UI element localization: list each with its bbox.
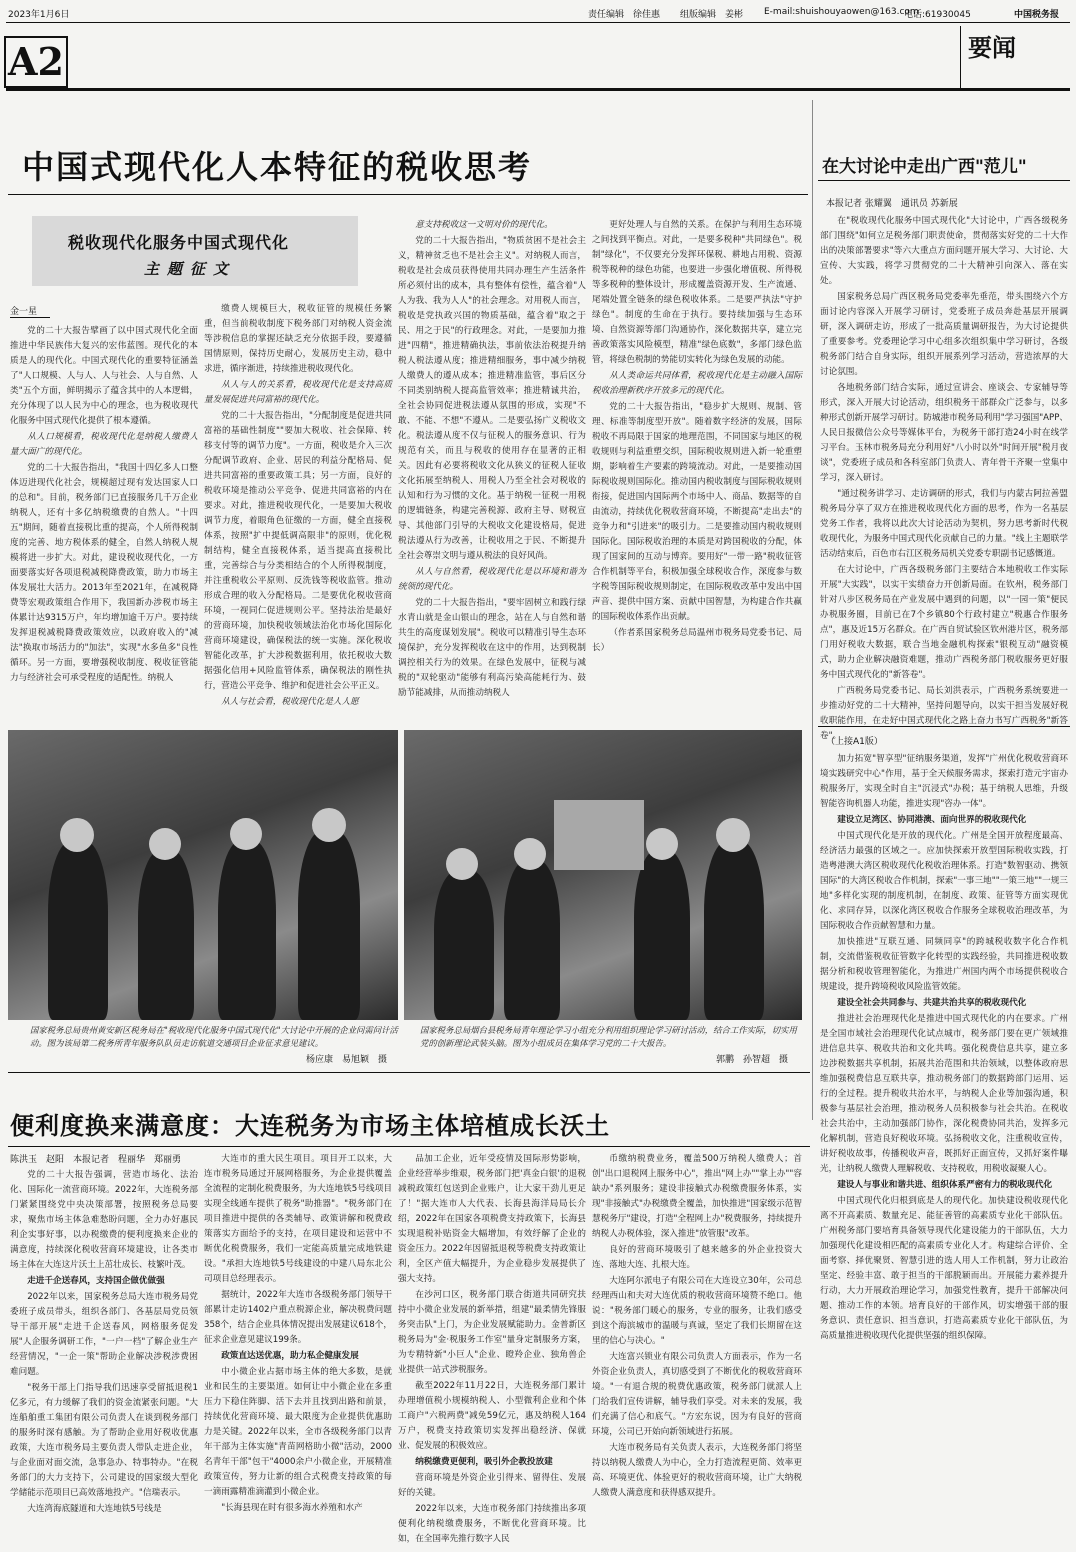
paragraph: 党的二十大报告强调，营造市场化、法治化、国际化一流营商环境。2022年，大连税务部门紧紧围绕党中央决策部署，按照税务总局要求，聚焦市场主体急难愁盼问题，全力办好惠民利企实事好事，以办税缴费的便利度换来企业的满意度，持续深化税收营商环境建设，让各类市场主体在大连这片沃土上茁壮成长、枝繁叶茂。 — [10, 1170, 198, 1270]
paragraph: 大连阿尔派电子有限公司在大连设立30年，公司总经理西山和夫对大连优质的税收营商环境赞不绝口。他说："税务部门暖心的服务，专业的服务，让我们感受到这个海滨城市的温暖与真诚，坚定了我们长期留在这里的信心与决心。" — [592, 1276, 802, 1346]
paragraph: 意支持税收这一文明对价的现代化。 — [415, 220, 553, 230]
masthead-bar — [0, 0, 1076, 22]
paragraph: 从人与人的关系看，税收现代化是支持高质量发展促进共同富裕的现代化。 — [204, 380, 392, 405]
paragraph: 从人与社会看，税收现代化是人人愿 — [221, 697, 359, 707]
side-story-headline: 在大讨论中走出广西"范儿" — [822, 157, 1027, 177]
theme-title: 税收现代化服务中国式现代化 — [68, 233, 290, 252]
paragraph: 国家税务总局广西区税务局党委率先垂范，带头围绕六个方面讨论内容深入开展学习研讨，党委班子成员奔赴基层开展调研，深入调研走访，形成了一批高质量调研报告，为大讨论提供了重要参考。党委理论学习中心组多次组织集中学习研讨，各级税务部门结合自身实际，组织开展系列学习活动，营造浓厚的大讨论氛围。 — [820, 292, 1068, 377]
paragraph: 良好的营商环境吸引了越来越多的外企业投资大连、落地大连、扎根大连。 — [592, 1245, 802, 1270]
photo-caption-1: 国家税务总局贵州黄安新区税务局在"税收现代化服务中国式现代化"大讨论中开展的企业问需问计活动。图为该局第二税务所青年服务队队员走访航道交通项目企业征求意见建议。 — [30, 1025, 398, 1048]
paragraph: 广西税务局党委书记、局长刘洪表示，广西税务系统要进一步推动好党的二十大精神，坚持问题导向，以实干担当发展好税收职能作用，在走好中国式现代化之路上奋力书写广西税务"新答卷"。 — [820, 686, 1068, 741]
author-underline — [10, 317, 50, 318]
paragraph: 据统计，2022年大连市各级税务部门领导干部累计走访1402户重点税源企业，解决税费问题358个，结合企业具体情况提出发展建议618个，征求企业意见建议199条。 — [204, 1290, 392, 1345]
second-story-top-rule — [8, 1072, 810, 1073]
second-story-headline: 便利度换来满意度：大连税务为市场主体培植成长沃土 — [10, 1111, 610, 1140]
paragraph: 品加工企业，近年受疫情及国际形势影响，企业经营举步维艰，税务部门把'真金白银'的退税减税政策红包送到企业账户，让大家干劲儿更足了！"据大连市人大代表、长海县海洋局局长介绍，2022年在国家各项税费支持政策下，长海县实现退税补贴资金大幅增加，有效纾解了企业的资金压力。2022年因留抵退税等税费支持政策让利，全区产值大幅提升，为企业稳步发展提供了强大支持。 — [398, 1154, 586, 1284]
feature-column-3 — [398, 218, 586, 724]
paragraph: 大连市的重大民生项目。项目开工以来，大连市税务局通过开展网格服务，为企业提供覆盖全流程的定制化税费服务，为大连地铁5号线项目实现全线通车提供了税务"助推器"。"税务部门在项目推进中提供的各类辅导、政策讲解和税费政策落实方面给予的支持，在项目建设和运营中不断优化税费服务，我们一定能高质量完成地铁建设。"承担大连地铁5号线建设的中建八局东北公司项目总经理表示。 — [204, 1154, 392, 1284]
paragraph: 缴费人规模巨大，税收征管的规模任务繁重，但当前税收制度下税务部门对纳税人资金流等涉税信息的掌握还缺乏充分依据手段，要遵循国情原则，保持历史耐心，发展历史主动，稳中求进，循序渐进，持续推进税收现代化。 — [204, 304, 392, 374]
newspaper-name: 中国税务报 — [1014, 10, 1060, 20]
paragraph: 从人与自然看，税收现代化是以环境和谐为统领的现代化。 — [398, 567, 586, 592]
second-story-column-3 — [398, 1152, 586, 1548]
paragraph: 党的二十大报告指出，"分配制度是促进共同富裕的基础性制度""要加大税收、社会保障、转移支付等的调节力度"。一方面，税收是介入三次分配调节政府、企业、居民的利益分配格局、促进共同富裕的重要政策工具；另一方面，良好的税收环境是推动公平竞争、促进共同富裕的内在要求。对此，推进税收现代化，一是要加大税收调节力度，着眼角色征缴的一方面，健全直接税体系，按照"扩中提低调高限非"的原则，优化税制结构，健全直接税体系，适当提高直接税比重，完善综合与分类相结合的个人所得税制度，并注重税收公平原则、反洗钱等税收监管。推动形成合理的收入分配格局。二是要优化税收营商环境，一视同仁促进规则公平。坚持法治是最好的营商环境，加快税收领域法治化市场化国际化营商环境建设，确保税法的统一实施。深化税收智能化改革，扩大涉税数据利用，依托税收大数据强化信用+风险监管体系，确保税法的刚性执行，营造公平竞争、维护和促进社会公平正义。 — [204, 411, 392, 691]
paragraph: 中国式现代化是开放的现代化。广州是全国开放程度最高、经济活力最强的区域之一。应加快探索开放型国际税收实践，打造粤港澳大湾区税收现代化税收治理体系。打造"数智驱动、携领国际"的大湾区税收合作机制，探索"一事三地""一策三地""一规三地"多样化实现的制度机制，在制度、政策、征管等方面实现优化、求同存异，以深化湾区税收合作服务全球税收治理改革，为国际税收合作贡献智慧和力量。 — [820, 831, 1068, 931]
paragraph: 党的二十大报告指出，"物质贫困不是社会主义，精神贫乏也不是社会主义"。对纳税人而言，税收是社会成员获得使用共同办理生产生活条件所必须付出的成本，具有整体有偿性，蕴含着"人人为我、我为人人"的社会理念。对用税人而言，税收是党执政兴国的物质基础，蕴含着"取之于民、用之于民"的行政理念。对此，一是要加力推进"四精"，推进精确执法，事前依法治税提升纳税人税法遵从度；推进精细服务，事中减少纳税人缴费人的遵从成本；推进精准监管，事后区分不同类别纳税人提高监管效率；推进精诚共治，全社会协同促进税法遵从氛围的形成，实现"不敢、不能、不想"不遵从。二是要弘扬广义税收文化。税法遵从度不仅与征税人的服务意识、行为规范有关，而且与税收的使用存在显著的正相关。因此有必要将税收文化从狭义的征税人征收文化拓展至纳税人、用税人乃至全社会对税收的认知和行为习惯的文化。基于纳税一征税一用税的逻辑链条，构建完善税源、政府主导、财税宣导、其他部门引导的大税收文化建设格局，促进税法遵从行为改善，让税收用之于民、不断提升全社会尊崇文明与遵从税法的良好风尚。 — [398, 236, 586, 561]
paragraph: 加力拓宽"智享型"征纳服务渠道，发挥"广州优化税收营商环境实践研究中心"作用，基于全天候服务需求，探索打造元宇宙办税服务厅，实现全时自主"沉浸式"办税；基于纳税人思维，升级智能咨询机器人功能，推进实现"咨办一体"。 — [820, 754, 1068, 809]
feature-author: 金一星 — [10, 307, 38, 317]
side-story-body — [820, 214, 1068, 741]
theme-subtitle: 主题征文 — [144, 260, 237, 278]
paragraph: 大连湾海底隧道和大连地铁5号线是 — [27, 1504, 162, 1514]
side-story-byline: 本报记者 张耀翼 通讯员 苏新展 — [826, 199, 958, 209]
header-rule — [6, 88, 1070, 91]
paragraph: 从人类命运共同体看，税收现代化是主动融入国际税收治理新秩序开放多元的现代化。 — [592, 371, 802, 396]
side-story-rule — [818, 726, 1070, 727]
right-column-divider — [812, 100, 813, 1120]
paragraph: "长海县现在时有很多海水养殖和水产 — [221, 1503, 363, 1513]
paragraph: 走进千企送春风，支持国企做优做强 — [27, 1276, 165, 1286]
paragraph: 在大讨论中，广西各级税务部门主要结合本地税收工作实际开展"大实践"，以实干实绩奋力开创新局面。在钦州，税务部门针对八步区税务局在产业发展中遇到的问题，以"一园一策"便民办税服务圈，目前已在7个乡镇80个行政村建立"税惠合作服务点"，惠及近15万名群众。在广西自贸试验区钦州港片区，税务部门用好税收大数据，联合当地金融机构探索"银税互动"融资模式，助力企业解决融资难题，推动广西税务部门税收服务更好服务中国式现代化的"新答卷"。 — [820, 565, 1068, 680]
masthead-rule — [6, 22, 1070, 23]
paragraph: 党的二十大报告指出，"我国十四亿多人口整体迈进现代化社会，规模超过现有发达国家人口的总和"。目前，税务部门已直接服务几千万企业纳税人，还有十多亿纳税缴费的自然人。"十四五"期间，随着直接税比重的提高，个人所得税制度的完善、地方税体系的健全，自然人纳税人规模将进一步扩大。对此，建设税收现代化，一方面要落实好各项退税减税降费政策，助力市场主体发展壮大活力。2013年至2021年，在减税降费等宏观政策组合作用下，我国新办涉税市场主体累计达9315万户，年均增加逾千万户。要持续发挥退税减税降费政策效应，以政府收入的"减法"换取市场活力的"加法"，实现"水多鱼多"良性循环。另一方面，要增强税收制度、税收征管能力与经济社会可承受程度的适配性。纳税人 — [10, 463, 198, 683]
paragraph: 党的二十大报告指出，"稳步扩大规则、规制、管理、标准等制度型开放"。随着数字经济的发展，国际税收不再局限于国家的地理范围，不同国家与地区的税收规则与利益重塑交织，国际税收规则进入新一轮重塑期，影响着生产要素的跨境流动。对此，一是要推动国际税收规则国际化。推动国内税收制度与国际税收规则衔接，促进国内国际两个市场中人、商品、数据等的自由流动，持续优化税收营商环境，不断提高"走出去"的竞争力和"引进来"的吸引力。二是要推动国内税收规则国际化。国际税收治理的本质是对跨国税收的分配，体现了国家间的互动与博弈。要用好"一带一路"税收征管合作机制等平台，积极加强全球税收合作，深度参与数字税等国际税收规则制定，在国际税收改革中发出中国声音、提供中国方案、贡献中国智慧，为构建合作共赢的国际税收体系作出贡献。 — [592, 402, 802, 622]
contact-email: E-mail:shuishouyaowen@163.com — [764, 7, 919, 17]
paragraph: 建设人与事业和谐共进、组织体系严密有力的税收现代化 — [837, 1180, 1053, 1190]
paragraph: 从人口规模看，税收现代化是纳税人缴费人量大面广的现代化。 — [10, 432, 198, 457]
photo-tax-visit-construction — [8, 730, 398, 1020]
paragraph: 在"税收现代化服务中国式现代化"大讨论中，广西各级税务部门围绕"如何立足税务部门职责使命，贯彻落实好党的二十大作出的决策部署要求"等六大重点方面问题开展大学习、大讨论、大宣传、大实践，将学习贯彻党的二十大精神引向深入、落在实处。 — [820, 216, 1068, 286]
second-story-column-2 — [204, 1152, 392, 1548]
feature-column-2 — [204, 302, 392, 724]
second-story-column-4 — [592, 1152, 802, 1548]
photo-caption-2: 国家税务总局烟台县税务局青年理论学习小组充分利用组织理论学习研讨活动，结合工作实际，切实用党的创新理论武装头脑。图为小组成员在集体学习党的二十大报告。 — [420, 1025, 797, 1048]
paragraph: 建设全社会共同参与、共建共治共享的税收现代化 — [837, 998, 1027, 1008]
continued-story-body — [820, 752, 1068, 1547]
paragraph: 加快推进"互联互通、同频同享"的跨城税收数字化合作机制，交流借鉴税收征管数字化转型的实践经验，共同推进税收数据分析和税收管理智能化，为推进广州国内两个市场提供税收合规建设，提升跨境税收风险监管效能。 — [820, 937, 1068, 992]
paragraph: 大连市税务局有关负责人表示，大连税务部门将坚持以纳税人缴费人为中心，全力打造流程更简、效率更高、环境更优、体验更好的税收营商环境，让广大纳税人缴费人满意度和获得感双提升。 — [592, 1443, 802, 1498]
paragraph: （作者系国家税务总局温州市税务局党委书记、局长） — [592, 628, 802, 653]
paragraph: 纳税缴费更便利，吸引外企教投放建 — [415, 1457, 553, 1467]
feature-headline-rule — [8, 194, 808, 195]
second-story-rule — [8, 1146, 810, 1147]
paragraph: 营商环境是外资企业引得来、留得住、发展好的关键。 — [398, 1473, 586, 1498]
paragraph: 币缴纳税费业务，覆盖500万纳税人缴费人；首创"出口退税网上服务中心"，推出"网上办""掌上办""容缺办"系列服务；建设非接触式办税缴费服务体系，实现"非接触式"办税缴费全覆盖，加快推进"国家级示范智慧税务厅"建设，打造"全程网上办"税费服务，持续提升纳税人办税体验，深入推进"放管服"改革。 — [592, 1154, 802, 1239]
feature-column-4 — [592, 218, 802, 724]
section-separator — [960, 26, 961, 88]
photo-youth-study-group — [404, 730, 802, 1020]
issue-date: 2023年1月6日 — [8, 10, 70, 20]
paragraph: 在沙河口区，税务部门联合街道共同研究扶持中小微企业发展的新举措，组建"最柔情先锋服务突击队"上门，为企业发展赋能助力。金普新区税务局为"金·税服务工作室"量身定制服务方案，为专精特新"小巨人"企业、瞪羚企业、独角兽企业提供一站式涉税服务。 — [398, 1290, 586, 1375]
paragraph: 推进社会治理现代化是推进中国式现代化的内在要求。广州是全国市域社会治理现代化试点城市，税务部门要在更广领域推进信息共享、税收共治和文化共鸣。强化税费信息共享，建立多边涉税数据共享机制，拓展共治范围和共治领域，以整体政府思维加强税费信息互联共享，推动税务部门的数据跨部门运用、运行的全过程。提升税收共治水平，与纳税人企业等加强沟通，积极参与基层社会治理，推动税务人员积极参与社会共治。在税收社会共治中，主动加强部门协作，深化税费协同共治，发挥多元化解机制，营造良好税收环境。弘扬税收文化，注重税收宣传，讲好税收故事，传播税收声音，既抓好正面宣传，又抓好案件曝光，让纳税人缴费人理解税收、支持税收，用税收凝聚人心。 — [820, 1014, 1068, 1174]
paragraph: 政策直达送优惠，助力私企健康发展 — [221, 1351, 359, 1361]
paragraph: 各地税务部门结合实际，通过宣讲会、座谈会、专家辅导等形式，深入开展大讨论活动，组织税务干部群众广泛参与，以多种形式创新开展学习研讨。防城港市税务局利用"学习强国"APP、人民日报微信公众号等媒体平台，为税务干部打造24小时在线学习平台。玉林市税务局充分利用好"八小时以外"时间开展"税月夜谈"，党委班子成员和各科室部门负责人、青年骨干齐聚一堂集中学习，深入研讨。 — [820, 383, 1068, 483]
duty-editor: 责任编辑 徐佳惠 — [588, 10, 661, 20]
paragraph: 大连富兴锁业有限公司负责人方面表示，作为一名外资企业负责人，真切感受到了不断优化的税收营商环境。"一有退合规的税费优惠政策，税务部门就派人上门给我们宣传讲解，辅导我们享受。对未来的发展，我们充满了信心和底气。"方宏东说，因为有良好的营商环境，公司已开始向新领域进行拓展。 — [592, 1352, 802, 1437]
continued-tag: （上接A1版） — [826, 737, 883, 747]
paragraph: "通过税务讲学习、走访调研的形式，我们与内蒙古阿拉善盟税务局分享了双方在推进税收现代化方面的思考，作为一名基层党务工作者，我将以此次大讨论活动为契机，努力思考新时代税收现代化，为服务中国式现代化贡献自己的力量。"线上主题联学活动结束后，百色市右江区税务局机关党委专职副书记感慨道。 — [820, 489, 1068, 559]
paragraph: 2022年以来，国家税务总局大连市税务局党委班子成员带头，组织各部门、各基层局党员领导干部开展"走进千企送春风，网格服务促发展"人企服务调研工作，"一户一档"了解企业生产经营情况，"一企一策"帮助企业解决涉税涉费困难问题。 — [10, 1292, 198, 1377]
paragraph: 党的二十大报告擘画了以中国式现代化全面推进中华民族伟大复兴的宏伟蓝图。现代化的本质是人的现代化。中国式现代化的重要特征涵盖了"人口规模、人与人、人与社会、人与自然、人类"五个方面，鲜明揭示了蕴含其中的人本逻辑，充分体现了以人民为中心的理念，也为税收现代化服务中国式现代化提供了根本遵循。 — [10, 326, 198, 426]
second-story-byline: 陈洪玉 赵阳 本报记者 程丽华 郑丽勇 — [10, 1155, 182, 1165]
paragraph: 2022年以来，大连市税务部门持续推出多项便利化纳税缴费服务，不断优化营商环境。比如，在全国率先推行数字人民 — [398, 1504, 586, 1544]
page-number: A2 — [8, 39, 64, 84]
paragraph: "税务干部上门指导我们迅速享受留抵退税1亿多元，有力缓解了我们的资金流紧张问题。"大连船舶重工集团有限公司负责人在谈到税务部门的服务时深有感触。为了帮助企业用好税收优惠政策，大连市税务局主要负责人带队走进企业，与企业面对面交流，急事急办、特事特办。"在税务部门的大力支持下，公司建设的国家级大型化学储能示范项目已高效落地投产。"信瑞表示。 — [10, 1383, 198, 1498]
paragraph: 中国式现代化归根到底是人的现代化。加快建设税收现代化离不开高素质、数量充足、能征善管的高素质专业化干部队伍。广州税务部门要培育具备领导现代化建设能力的干部队伍，大力加强现代化建设相匹配的高素质专业化人才。构建综合评价、全面考察、择优聚贤、智慧引进的选人用人工作机制，努力让政治坚定、经验丰富、敢于担当的干部脱颖而出。开展能力素养提升行动，大力开展政治理论学习，加强党性教育，提升干部解决问题、推动工作的本领。培育良好的干部作风，切实增强干部的服务意识、责任意识、担当意识，打造高素质专业化干部队伍，为高质量推进税收现代化提供坚强的组织保障。 — [820, 1196, 1068, 1341]
photo-credit-1: 杨应康 易旭颖 摄 — [306, 1055, 388, 1065]
paragraph: 党的二十大报告指出，"要牢固树立和践行绿水青山就是金山银山的理念，站在人与自然和谐共生的高度谋划发展"。税收可以精准引导生态环境保护，充分发挥税收在这中的作用，达到税制调控相关行为的效果。在绿色发展中，征税与减税的"双轮驱动"能够有利高污染高能耗行为、鼓励节能减排，从而推动纳税人 — [398, 598, 586, 698]
section-title: 要闻 — [968, 33, 1016, 62]
contact-phone: 电话:61930045 — [904, 10, 971, 20]
side-headline-rule — [818, 180, 1070, 181]
paragraph: 中小微企业占据市场主体的绝大多数，是就业和民生的主要渠道。如何让中小微企业在多重压力下稳住阵脚、活下去并且找到出路和前景，持续优化营商环境、最大限度为企业提供优惠助力是关键。2022年以来，全市各级税务部门以青年干部为主体实施"青苗网格助小微"活动，2000名青年干部"包干"4000余户小微企业，开展精准政策宣传，努力让新的组合式税费支持政策的每一滴雨露精准滴灌到小微企业。 — [204, 1367, 392, 1497]
feature-headline: 中国式现代化人本特征的税收思考 — [22, 148, 533, 186]
second-story-column-1 — [10, 1168, 198, 1548]
photo-credit-2: 郭鹏 孙智超 摄 — [716, 1055, 789, 1065]
paragraph: 更好处理人与自然的关系。在保护与利用生态环境之间找到平衡点。对此，一是要多税种"共同绿色"。税制"绿化"，不仅要充分发挥环保税、耕地占用税、资源税等税种的绿色功能，也要进一步强化增值税、所得税等多税种的整体设计，形成覆盖资源开发、生产流通、尾端处置全链条的绿色税收体系。二是要严执法"守护绿色"。制度的生命在于执行。要持续加强与生态环境、自然资源等部门沟通协作，深化数据共享，建立完善政策落实风险模型，精准"绿色底数"，多部门绿色监管，将绿色税制的势能切实转化为绿色发展的动能。 — [592, 220, 802, 365]
layout-editor: 组版编辑 姜彬 — [680, 10, 744, 20]
paragraph: 截至2022年11月22日，大连税务部门累计办理增值税小规模纳税人、小型微利企业和个体工商户"六税两费"减免59亿元，惠及纳税人164万户，税费支持政策切实发挥出稳经济、保就业、促发展的积极效应。 — [398, 1381, 586, 1451]
paragraph: 建设立足湾区、协同港澳、面向世界的税收现代化 — [837, 815, 1027, 825]
feature-column-1 — [10, 324, 198, 724]
